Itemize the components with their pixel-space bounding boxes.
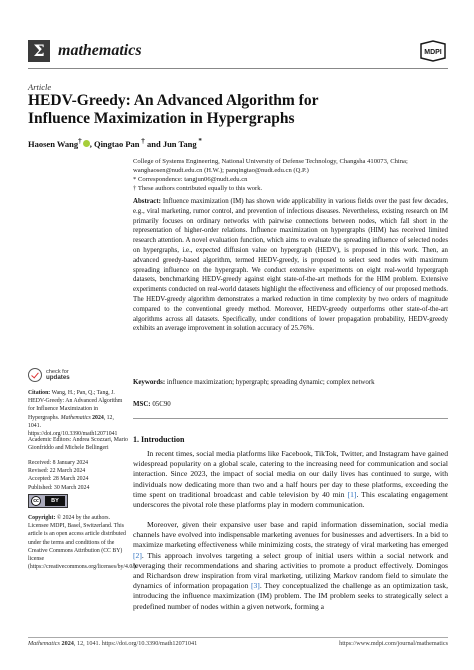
citation-link[interactable]: [2]: [133, 550, 142, 560]
check-updates-line1: check for: [46, 369, 69, 375]
paragraph-text: Moreover, given their expansive user base and rapid information dissemination, social media channels have evolved into indispensable marketing avenues for businesses and advertisers. In a bid to maximize marketing effectiveness while minimizing costs, the strategy of viral marketing has emerged: [133, 520, 448, 550]
paragraph-text: . This escalating engagement underscores the pivotal role these platforms play in modern communication.: [133, 489, 448, 510]
author-name[interactable]: Jun Tang: [162, 138, 197, 149]
by-icon: BY: [45, 496, 65, 506]
author-mark: †: [78, 137, 82, 145]
msc-classification: [133, 400, 448, 410]
copyright-text: © 2024 by the authors. Licensee MDPI, Basel, Switzerland. This article is an open access article distributed under the terms and conditions of the Creative Commons Attribution (CC BY) license (https://creativecommons.org/licenses/by/4.0/).: [28, 515, 138, 571]
msc-text: 05C90: [152, 401, 171, 408]
paragraph-text: In recent times, social media platforms like Facebook, TikTok, Twitter, and Instagram have gained widespread popularity on a global scale, catering to the increasing need for communication and social interaction. Since 2023, the impact of social media on our daily lives has continued to surge, with individuals now dedicating more than two and a half hours per day to these platforms, exceeding the time spent on traditional broadcast and cable television by 40 min: [133, 449, 448, 499]
affiliation-emails[interactable]: wanghaosen@nudt.edu.cn (H.W.); panqingtao@nudt.edu.cn (Q.P.): [133, 167, 309, 174]
intro-paragraph-1: [133, 449, 448, 510]
mdpi-logo-icon: [418, 40, 448, 62]
date-revised: Revised: 22 March 2024: [28, 468, 86, 475]
cc-by-license-badge[interactable]: [28, 494, 68, 508]
section-divider: [133, 418, 448, 419]
date-accepted: Accepted: 28 March 2024: [28, 476, 89, 483]
footer-divider: [28, 637, 448, 638]
intro-paragraph-2: [133, 520, 448, 612]
citation-block: [28, 389, 128, 438]
copyright-label: Copyright:: [28, 515, 56, 521]
author-mark: *: [196, 137, 202, 145]
journal-logo-icon: Σ: [28, 40, 50, 62]
citation-text: Wang, H.; Pan, Q.; Tang, J. HEDV-Greedy: An Advanced Algorithm for Influence Maximization in Hypergraphs.: [28, 390, 123, 421]
keywords-label: Keywords:: [133, 379, 166, 386]
footer-citation: [28, 640, 197, 647]
paragraph-text: . This approach involves targeting a select group of initial users within a social network and leveraging their recommendations and sharing activities to promote a product effectively. Domingos and Richardson drew inspiration from viral marketing, utilizing Markov random field to simulate the dynamics of information propagation: [133, 550, 448, 591]
citation-year: 2024: [92, 414, 104, 421]
citation-doi[interactable]: , 12, 1041. https://doi.org/10.3390/math12071041: [28, 414, 118, 438]
citation-link[interactable]: [1]: [347, 489, 357, 499]
publication-dates: [28, 459, 128, 492]
cc-icon: cc: [31, 496, 41, 506]
abstract-text: Influence maximization (IM) has shown wide applicability in various fields over the past few decades, e.g., viral marketing, rumor control, and prevention of infectious diseases. Nevertheless, existing research on IM primarily focuses on ordinary networks with pairwise connections between nodes, which fall short in the representation of higher-order relations. Influence maximization on hypergraphs (HIM) has received limited research attention. A novel evaluation function, which aims to evaluate the spreading influence of selected nodes on hypergraphs, i.e., expected diffusion value on hypergraph (HEDV), is proposed in this work. Then, an advanced greedy-based algorithm, termed HEDV-greedy, is proposed to select seed nodes with maximum spreading influence on the hypergraph. We conduct extensive experiments on eight real-world hypergraph datasets, benchmarking HEDV-greedy against eight state-of-the-art methods for the HIM problem. Extensive experiments conducted on real-world datasets highlight the effectiveness and efficiency of our proposed methods. The HEDV-greedy algorithm demonstrates a marked reduction in time complexity by two orders of magnitude compared to the conventional greedy method. Moreover, HEDV-greedy outperforms other state-of-the-art algorithms across all datasets. Specifically, under conditions of lower propagation probability, HEDV-greedy exhibits an average improvement in solution accuracy of 25.76%.: [133, 198, 448, 333]
author-list: [28, 137, 202, 149]
check-updates-icon: [28, 368, 42, 382]
citation-journal: Mathematics: [60, 414, 91, 421]
header-divider: [28, 68, 448, 69]
correspondence-line[interactable]: * Correspondence: tangjun06@nudt.edu.cn: [133, 176, 248, 183]
footer-journal-url[interactable]: https://www.mdpi.com/journal/mathematics: [339, 640, 448, 647]
publisher-logo-text: MDPI: [424, 49, 442, 56]
footer-year: 2024: [59, 640, 74, 647]
paper-title: HEDV-Greedy: An Advanced Algorithm for Influence Maximization in Hypergraphs: [28, 92, 319, 127]
date-received: Received: 8 January 2024: [28, 460, 89, 466]
equal-contribution-note: † These authors contributed equally to this work.: [133, 185, 263, 192]
citation-link[interactable]: [3]: [250, 581, 260, 591]
author-separator: ,: [89, 138, 94, 149]
section-heading: 1. Introduction: [133, 435, 185, 444]
footer-doi[interactable]: , 12, 1041. https://doi.org/10.3390/math12071041: [73, 640, 198, 647]
paragraph-text: . They conceptualized the challenge as an optimization task, introducing the influence maximization (IM) problem. The IM problem seeks to strategically select a predefined number of nodes within a given network, forming a: [133, 581, 448, 611]
author-separator: and: [144, 138, 163, 149]
affiliations: [133, 157, 453, 193]
keywords-text: influence maximization; hypergraph; spreading dynamic; complex network: [166, 379, 375, 386]
msc-label: MSC:: [133, 401, 151, 408]
orcid-icon[interactable]: [83, 140, 90, 147]
footer-journal: Mathematics: [28, 640, 60, 647]
check-updates-text: [46, 369, 70, 381]
journal-header: [28, 40, 448, 64]
check-for-updates-button[interactable]: [28, 368, 98, 384]
copyright-block: [28, 514, 138, 571]
abstract: [133, 197, 448, 334]
author-name[interactable]: Haosen Wang: [28, 138, 79, 149]
citation-label: Citation:: [28, 390, 51, 396]
journal-name: mathematics: [58, 42, 142, 59]
affiliation-line: College of Systems Engineering, National University of Defense Technology, Changsha 410073, China;: [133, 158, 408, 165]
author-mark: †: [139, 137, 145, 145]
abstract-label: Abstract:: [133, 198, 161, 205]
date-published: Published: 30 March 2024: [28, 484, 90, 491]
check-updates-line2: updates: [46, 374, 70, 382]
keywords: [133, 378, 448, 388]
article-type: Article: [28, 82, 52, 92]
academic-editors: Academic Editors: Andrea Scozzari, Mario Gionfriddo and Michele Bellingeri: [28, 437, 128, 452]
author-name[interactable]: Qingtao Pan: [93, 138, 140, 149]
